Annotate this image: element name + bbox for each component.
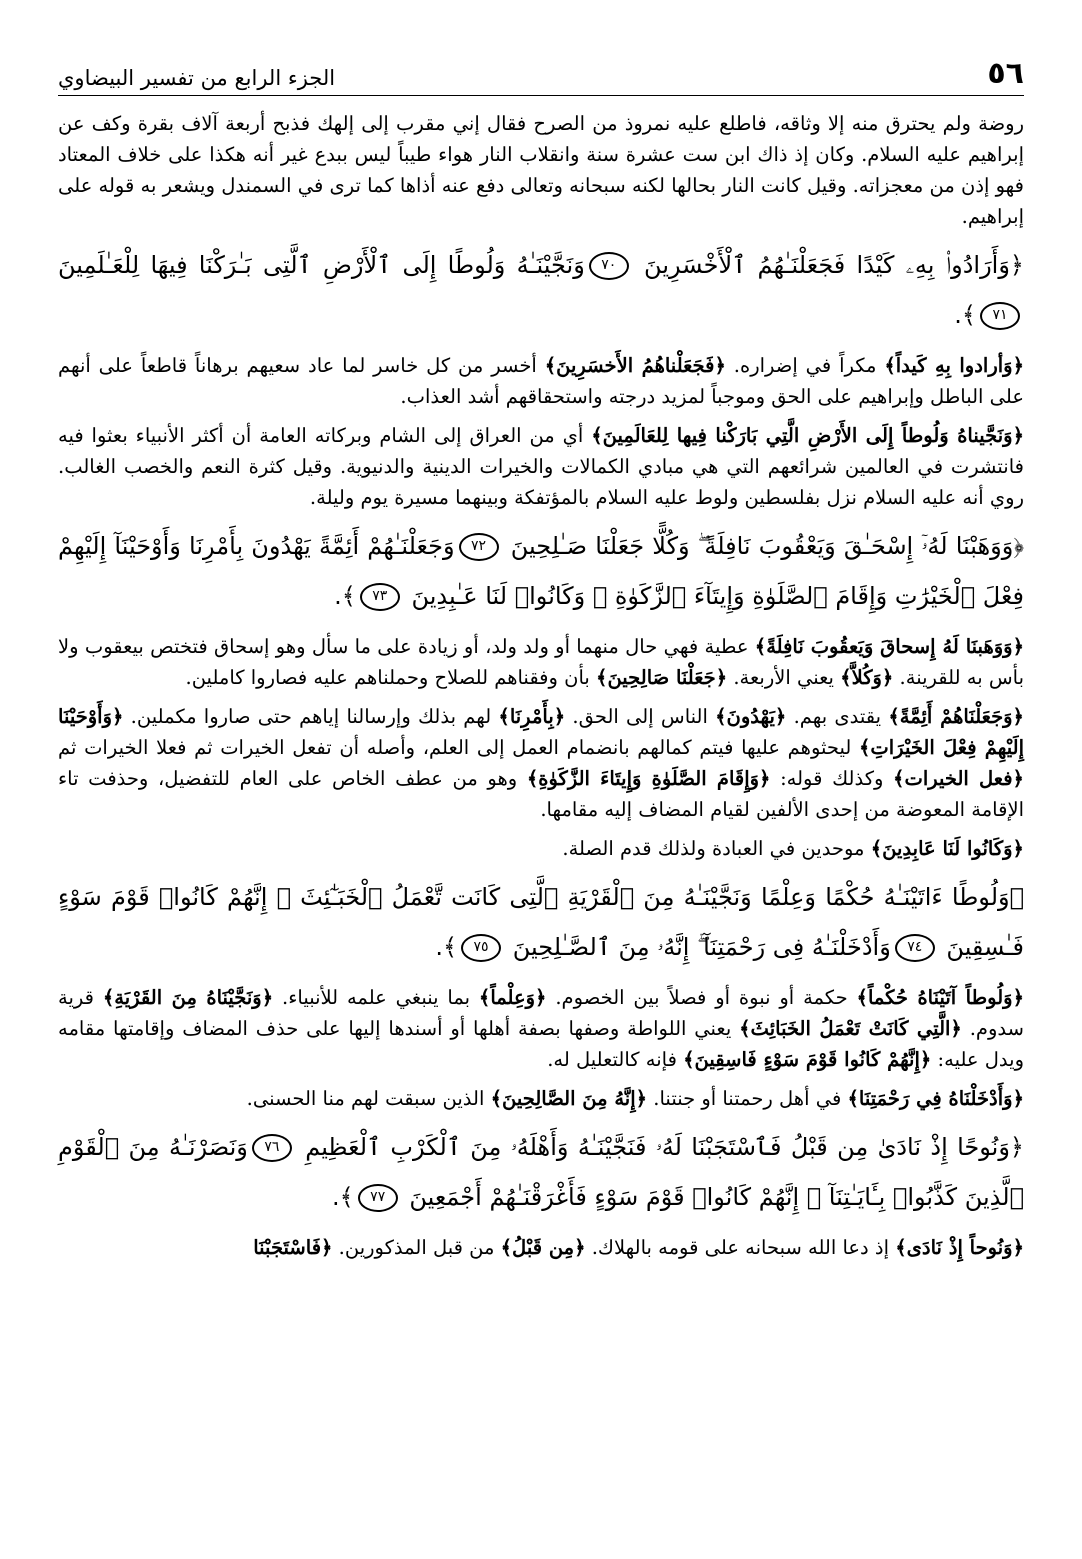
- commentary-paragraph: [58, 420, 1024, 513]
- commentary-text: وَأَدْخَلْنَـٰهُ فِى رَحْمَتِنَآ ۖ إِنَّهُۥ مِنَ ٱلصَّـٰلِحِينَ: [512, 933, 891, 961]
- quoted-verse-phrase: ﴿وَنُوحاً إِذْ نَادَى﴾: [895, 1236, 1024, 1259]
- commentary-text: عطية فهي حال منهما أو ولد ولد، أو زيادة على ما سأل وهو إسحاق فتختص بيعقوب ولا بأس به للقرينة.: [58, 635, 1024, 689]
- ayah-number-marker: ٧٥: [461, 934, 501, 962]
- commentary-text: يقتدى بهم.: [786, 705, 889, 728]
- commentary-text: لهم بذلك وإرسالنا إياهم حتى صاروا مكملين.: [123, 705, 499, 728]
- commentary-text: وَجَعَلْنَـٰهُمْ أَئِمَّةً يَهْدُونَ بِأَمْرِنَا وَأَوْحَيْنَآ إِلَيْهِمْ فِعْلَ ٱلْخَيْرَٰتِ وَإِقَامَ ٱلصَّلَوٰةِ وَإِيتَآءَ ٱلزَّكَوٰةِ ۖ وَكَانُوا۟ لَنَا عَـٰبِدِينَ: [58, 532, 1024, 610]
- quoted-verse-phrase: ﴿إِنَّهُ مِنَ الصَّالِحِينَ﴾: [490, 1087, 648, 1110]
- quoted-verse-phrase: ﴿وَنَجَّيناهُ وَلُوطاً إِلَى الأَرْضِ الَّتِي بَارَكْنا فِيها لِلعَالَمِينَ﴾: [591, 424, 1024, 447]
- commentary-text: يعني اللواطة وصفها بصفة أهلها أو أسندها إليها على حذف المضاف وإقامتها مقامه ويدل عليه:: [58, 1017, 1024, 1071]
- page-header: [58, 52, 1024, 96]
- quoted-verse-phrase: ﴿الَّتِي كَانَتْ تَعْمَلُ الخَبَائِثَ﴾: [739, 1017, 962, 1040]
- quran-verse-block: [58, 521, 1024, 621]
- quoted-verse-phrase: ﴿جَعَلْنَا صَالِحِينَ﴾: [596, 666, 728, 689]
- quoted-verse-phrase: ﴿وَنَجَّيْنَاهُ مِنَ القَرْيَةِ﴾: [102, 986, 274, 1009]
- quoted-verse-phrase: ﴿يَهْدُونَ﴾: [715, 705, 787, 728]
- commentary-text: قرية سدوم.: [58, 986, 1024, 1040]
- commentary-text: ليحثوهم عليها فيتم كمالهم بانضمام العمل إلى العلم، وأصله أن تفعل الخيرات ثم فعلا الخيرات ثم: [58, 736, 859, 759]
- quoted-verse-phrase: ﴿إِنَّهُمْ كَانُوا قَوْمَ سَوْءٍ فَاسِقِينَ﴾: [683, 1048, 932, 1071]
- commentary-text: الناس إلى الحق.: [565, 705, 716, 728]
- ayah-number-marker: ٧٤: [895, 934, 935, 962]
- commentary-text: ﴿وَأَرَادُوا۟ بِهِۦ كَيْدًا فَجَعَلْنَـٰهُمُ ٱلْأَخْسَرِينَ: [644, 251, 1024, 279]
- quoted-verse-phrase: ﴿وَكُلاَّ﴾: [840, 666, 894, 689]
- commentary-paragraph: [58, 1232, 1024, 1263]
- commentary-paragraph: [58, 701, 1024, 825]
- commentary-text: ﴾.: [332, 1183, 354, 1211]
- quoted-verse-phrase: ﴿وَأَوْحَيْنَا إِلَيْهِمْ فِعْلَ الخَيْرَاتِ﴾: [58, 705, 1024, 759]
- commentary-text: بأن وفقناهم للصلاح وحملناهم عليه فصاروا كاملين.: [185, 666, 597, 689]
- commentary-text: مكراً في إضراره.: [725, 354, 885, 377]
- page-number: ٥٦: [987, 56, 1024, 91]
- quran-verse-block: [58, 872, 1024, 972]
- commentary-text: موحدين في العبادة ولذلك قدم الصلة.: [562, 837, 871, 860]
- commentary-text: ﴿وَلُوطًا ءَاتَيْنَـٰهُ حُكْمًا وَعِلْمًا وَنَجَّيْنَـٰهُ مِنَ ٱلْقَرْيَةِ ٱلَّتِى كَانَت تَّعْمَلُ ٱلْخَبَـٰٓئِثَ ۗ إِنَّهُمْ كَانُوا۟ قَوْمَ سَوْءٍ فَـٰسِقِينَ: [58, 883, 1024, 961]
- commentary-text: ﴿وَنُوحًا إِذْ نَادَىٰ مِن قَبْلُ فَٱسْتَجَبْنَا لَهُۥ فَنَجَّيْنَـٰهُ وَأَهْلَهُۥ مِنَ ٱلْكَرْبِ ٱلْعَظِيمِ: [305, 1133, 1024, 1161]
- ayah-number-marker: ٧٣: [360, 583, 400, 611]
- commentary-paragraph: [58, 350, 1024, 412]
- commentary-text: ﴿وَوَهَبْنَا لَهُۥٓ إِسْحَـٰقَ وَيَعْقُوبَ نَافِلَةً ۖ وَكُلًّا جَعَلْنَا صَـٰلِحِينَ: [510, 532, 1024, 560]
- commentary-text: حكمة أو نبوة أو فصلاً بين الخصوم.: [546, 986, 857, 1009]
- commentary-text: وهو من عطف الخاص على العام للتفضيل، وحذفت تاء الإقامة المعوضة من إحدى الألفين لقيام المضاف إليه مقامها.: [58, 767, 1024, 821]
- commentary-text: ﴾.: [334, 582, 356, 610]
- commentary-text: أخسر من كل خاسر لما عاد سعيهم برهاناً قاطعاً على أنهم على الباطل وإبراهيم على الحق وموجباً لمزيد درجته واستحقاقهم أشد العذاب.: [58, 354, 1024, 408]
- commentary-text: إذ دعا الله سبحانه على قومه بالهلاك.: [585, 1236, 896, 1259]
- commentary-text: الذين سبقت لهم منا الحسنى.: [246, 1087, 491, 1110]
- quoted-verse-phrase: ﴿وَأرادوا بِهِ كَيداً﴾: [884, 354, 1025, 377]
- quoted-verse-phrase: ﴿وَجَعَلْنَاهُمْ أَئِمَّةً﴾: [888, 705, 1024, 728]
- quoted-verse-phrase: ﴿وَإِقَامَ الصَّلَوٰةِ وَإِيتَاءَ الزَّكَوٰةِ﴾: [526, 767, 771, 790]
- commentary-text: وَنَجَّيْنَـٰهُ وَلُوطًا إِلَى ٱلْأَرْضِ ٱلَّتِى بَـٰرَكْنَا فِيهَا لِلْعَـٰلَمِينَ: [58, 251, 585, 279]
- document-body: [58, 108, 1024, 1271]
- quoted-verse-phrase: ﴿وَعِلْماً﴾: [478, 986, 547, 1009]
- commentary-text: وكذلك قوله:: [770, 767, 894, 790]
- commentary-text: فإنه كالتعليل له.: [547, 1048, 684, 1071]
- quoted-verse-phrase: ﴿فَاسْتَجَبْنَا: [253, 1236, 333, 1259]
- commentary-paragraph: [58, 1083, 1024, 1114]
- ayah-number-marker: ٧٦: [252, 1134, 292, 1162]
- quran-verse-block: [58, 240, 1024, 340]
- quoted-verse-phrase: ﴿وَوَهَبنَا لَهُ إِسحاقَ وَيَعقُوبَ نَافِلَةً﴾: [754, 635, 1024, 658]
- commentary-text: أي من العراق إلى الشام وبركاته العامة أن أكثر الأنبياء بعثوا فيه فانتشرت في العالمين شرائعهم التي هي مبادي الكمالات والخيرات الدينية والدنيوية. وقيل كثرة النعم والخصب الغالب. روي أنه عليه السلام نزل بفلسطين ولوط عليه السلام بالمؤتفكة وبينهما مسيرة يوم وليلة.: [58, 424, 1024, 509]
- quran-verse-block: [58, 1122, 1024, 1222]
- commentary-paragraph: [58, 833, 1024, 864]
- commentary-text: ﴾.: [435, 933, 458, 961]
- ayah-number-marker: ٧١: [980, 302, 1020, 330]
- quoted-verse-phrase: ﴿بِأَمْرِنَا﴾: [498, 705, 566, 728]
- quoted-verse-phrase: ﴿وَكَانُوا لَنَا عَابِدِينَ﴾: [870, 837, 1024, 860]
- commentary-text: يعني الأربعة.: [727, 666, 841, 689]
- commentary-text: ﴾.: [954, 301, 976, 329]
- commentary-text: من قبل المذكورين.: [332, 1236, 501, 1259]
- quoted-verse-phrase: ﴿مِن قَبْلُ﴾: [500, 1236, 586, 1259]
- ayah-number-marker: ٧٠: [589, 252, 629, 280]
- quoted-verse-phrase: ﴿وَلُوطاً آتَيْنَاهُ حُكْماً﴾: [856, 986, 1024, 1009]
- commentary-text: بما ينبغي علمه للأنبياء.: [273, 986, 479, 1009]
- commentary-paragraph: [58, 982, 1024, 1075]
- ayah-number-marker: ٧٧: [358, 1184, 398, 1212]
- running-title: الجزء الرابع من تفسير البيضاوي: [58, 66, 336, 90]
- commentary-paragraph: [58, 631, 1024, 693]
- commentary-paragraph: روضة ولم يحترق منه إلا وثاقه، فاطلع عليه نمروذ من الصرح فقال إني مقرب إلى إلهك فذبح أربعة آلاف بقرة وكف عن إبراهيم عليه السلام. وكان إذ ذاك ابن ست عشرة سنة وانقلاب النار هواء طيباً ليس ببدع غير أنه هكذا على خلاف المعتاد فهو إذن من معجزاته. وقيل كانت النار بحالها لكنه سبحانه وتعالى دفع عنه أذاها كما ترى في السمندل ويشعر به قوله على إبراهيم.: [57, 112, 1024, 228]
- commentary-text: وَنَصَرْنَـٰهُ مِنَ ٱلْقَوْمِ ٱلَّذِينَ كَذَّبُوا۟ بِـَٔايَـٰتِنَآ ۚ إِنَّهُمْ كَانُوا۟ قَوْمَ سَوْءٍ فَأَغْرَقْنَـٰهُمْ أَجْمَعِينَ: [58, 1133, 1024, 1211]
- ayah-number-marker: ٧٢: [459, 533, 499, 561]
- quoted-verse-phrase: ﴿فَجَعَلْناهُمُ الأَخسَرِينَ﴾: [544, 354, 726, 377]
- quoted-verse-phrase: ﴿وَأَدْخَلْنَاهُ فِي رَحْمَتِنَا﴾: [847, 1087, 1024, 1110]
- commentary-text: في أهل رحمتنا أو جنتنا.: [647, 1087, 848, 1110]
- quoted-verse-phrase: ﴿فعل الخيرات﴾: [893, 767, 1024, 790]
